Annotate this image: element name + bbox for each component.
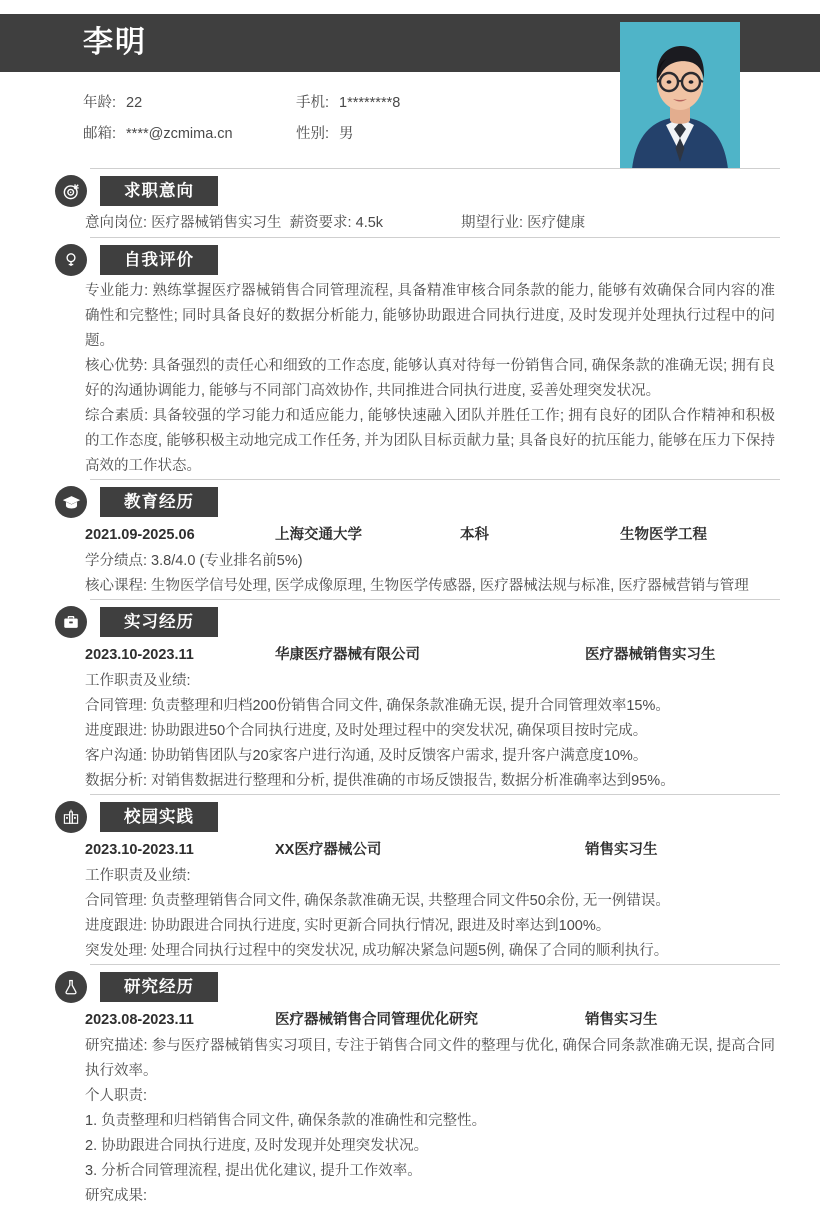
candidate-name: 李明 <box>83 26 147 59</box>
intended-position-label: 意向岗位: <box>85 215 148 231</box>
section-job-intention <box>0 168 820 237</box>
section-body <box>40 279 780 479</box>
industry-label: 期望行业: <box>461 215 524 231</box>
badge-icon <box>55 244 87 276</box>
education-school: 上海交通大学 <box>275 527 362 543</box>
section-campus-practice <box>0 794 820 964</box>
contact-email <box>83 122 296 143</box>
section-title: 自我评价 <box>124 251 194 269</box>
resume-header <box>0 0 820 168</box>
section-header <box>40 243 780 279</box>
contact-info <box>83 86 603 148</box>
section-internship <box>0 599 820 794</box>
research-role: 销售实习生 <box>585 1012 658 1028</box>
school-building-icon <box>55 801 87 833</box>
section-banner <box>100 607 218 637</box>
section-body <box>40 210 780 237</box>
contact-phone <box>296 91 400 112</box>
section-header <box>40 485 780 521</box>
salary-expectation <box>290 210 383 237</box>
section-divider <box>90 794 780 795</box>
target-icon <box>55 175 87 207</box>
job-intention-row <box>85 210 775 237</box>
salary-value: 4.5k <box>355 215 384 231</box>
section-divider <box>90 599 780 600</box>
research-entry-header <box>85 1006 775 1034</box>
research-detail-line: 1. 负责整理和归档销售合同文件, 确保条款的准确性和完整性。 <box>85 1113 487 1129</box>
campus-detail-line: 进度跟进: 协助跟进合同执行进度, 实时更新合同执行情况, 跟进及时率达到100%。 <box>85 918 611 934</box>
industry-value: 医疗健康 <box>527 215 586 231</box>
section-body <box>40 1006 780 1209</box>
education-major: 生物医学工程 <box>620 527 707 543</box>
contact-label: 年龄: <box>83 95 117 111</box>
internship-detail-line: 客户沟通: 协助销售团队与20家客户进行沟通, 及时反馈客户需求, 提升客户满意度10%。 <box>85 748 648 764</box>
research-detail-line: 个人职责: <box>85 1088 148 1104</box>
internship-date: 2023.10-2023.11 <box>85 647 194 663</box>
research-project: 医疗器械销售合同管理优化研究 <box>275 1012 478 1028</box>
section-divider <box>90 479 780 480</box>
education-date: 2021.09-2025.06 <box>85 527 195 543</box>
campus-role: 销售实习生 <box>585 842 658 858</box>
graduation-cap-icon <box>55 486 87 518</box>
campus-company: XX医疗器械公司 <box>275 842 382 858</box>
salary-label: 薪资要求: <box>289 215 352 231</box>
campus-detail-line: 合同管理: 负责整理销售合同文件, 确保条款准确无误, 共整理合同文件50余份, 无一例错误。 <box>85 893 670 909</box>
internship-role: 医疗器械销售实习生 <box>585 647 716 663</box>
contact-row <box>83 86 603 117</box>
section-banner <box>100 487 218 517</box>
section-divider <box>90 237 780 238</box>
internship-detail-line: 进度跟进: 协助跟进50个合同执行进度, 及时处理过程中的突发状况, 确保项目按时完成。 <box>85 723 648 739</box>
candidate-photo <box>620 22 740 169</box>
education-entry-header <box>85 521 775 549</box>
contact-value: 1********8 <box>339 95 401 111</box>
section-body <box>40 521 780 599</box>
contact-value: ****@zcmima.cn <box>126 126 233 142</box>
campus-detail-line: 突发处理: 处理合同执行过程中的突发状况, 成功解决紧急问题5例, 确保了合同的顺利执行。 <box>85 943 669 959</box>
campus-entry-header <box>85 836 775 864</box>
research-detail-line: 研究成果: <box>85 1188 148 1204</box>
section-header <box>40 800 780 836</box>
research-detail-line: 3. 分析合同管理流程, 提出优化建议, 提升工作效率。 <box>85 1163 422 1179</box>
section-title: 教育经历 <box>124 493 194 511</box>
section-title: 求职意向 <box>124 182 194 200</box>
education-detail-line: 核心课程: 生物医学信号处理, 医学成像原理, 生物医学传感器, 医疗器械法规与标准, 医疗器械营销与管理 <box>85 578 749 594</box>
section-header <box>40 605 780 641</box>
research-description: 研究描述: 参与医疗器械销售实习项目, 专注于销售合同文件的整理与优化, 确保合同条款准确无误, 提高合同执行效率。 <box>85 1038 775 1079</box>
contact-label: 性别: <box>296 126 330 142</box>
intended-position-value: 医疗器械销售实习生 <box>151 215 282 231</box>
section-body <box>40 836 780 964</box>
section-banner <box>100 176 218 206</box>
section-divider <box>90 964 780 965</box>
section-education <box>0 479 820 599</box>
self-eval-paragraph: 专业能力: 熟练掌握医疗器械销售合同管理流程, 具备精准审核合同条款的能力, 能够有效确保合同内容的准确性和完整性; 同时具备良好的数据分析能力, 能够协助跟进合同执行进度, 及时发现并处理执行过程中的问题。 <box>85 283 775 349</box>
section-banner <box>100 802 218 832</box>
contact-row <box>83 117 603 148</box>
campus-date: 2023.10-2023.11 <box>85 842 194 858</box>
research-date: 2023.08-2023.11 <box>85 1012 194 1028</box>
internship-detail-line: 数据分析: 对销售数据进行整理和分析, 提供准确的市场反馈报告, 数据分析准确率达到95%。 <box>85 773 675 789</box>
expected-industry <box>461 210 585 237</box>
research-detail-line: 2. 协助跟进合同执行进度, 及时发现并处理突发状况。 <box>85 1138 429 1154</box>
section-self-evaluation <box>0 237 820 479</box>
section-title: 研究经历 <box>124 978 194 996</box>
self-eval-paragraph: 综合素质: 具备较强的学习能力和适应能力, 能够快速融入团队并胜任工作; 拥有良好的团队合作精神和积极的工作态度, 能够积极主动地完成工作任务, 并为团队目标贡献力量; 具备良好的抗压能力, 能够在压力下保持高效的工作状态。 <box>85 408 775 474</box>
section-divider <box>90 168 780 169</box>
section-title: 校园实践 <box>124 808 194 826</box>
section-banner <box>100 972 218 1002</box>
section-header <box>40 174 780 210</box>
section-title: 实习经历 <box>124 613 194 631</box>
section-header <box>40 970 780 1006</box>
education-detail-line: 学分绩点: 3.8/4.0 (专业排名前5%) <box>85 553 303 569</box>
section-body <box>40 641 780 794</box>
internship-entry-header <box>85 641 775 669</box>
section-banner <box>100 245 218 275</box>
contact-gender <box>296 122 354 143</box>
education-degree: 本科 <box>460 527 489 543</box>
contact-value: 男 <box>339 126 354 142</box>
contact-age <box>83 91 296 112</box>
self-eval-paragraph: 核心优势: 具备强烈的责任心和细致的工作态度, 能够认真对待每一份销售合同, 确保条款的准确无误; 拥有良好的沟通协调能力, 能够与不同部门高效协作, 共同推进合同执行进度, 妥善处理突发状况。 <box>85 358 775 399</box>
contact-label: 手机: <box>296 95 330 111</box>
contact-label: 邮箱: <box>83 126 117 142</box>
section-research <box>0 964 820 1209</box>
internship-detail-line: 工作职责及业绩: <box>85 673 191 689</box>
intended-position <box>85 210 282 237</box>
contact-value: 22 <box>126 95 143 111</box>
flask-icon <box>55 971 87 1003</box>
internship-company: 华康医疗器械有限公司 <box>275 647 420 663</box>
briefcase-icon <box>55 606 87 638</box>
internship-detail-line: 合同管理: 负责整理和归档200份销售合同文件, 确保条款准确无误, 提升合同管理效率15%。 <box>85 698 670 714</box>
campus-detail-line: 工作职责及业绩: <box>85 868 191 884</box>
